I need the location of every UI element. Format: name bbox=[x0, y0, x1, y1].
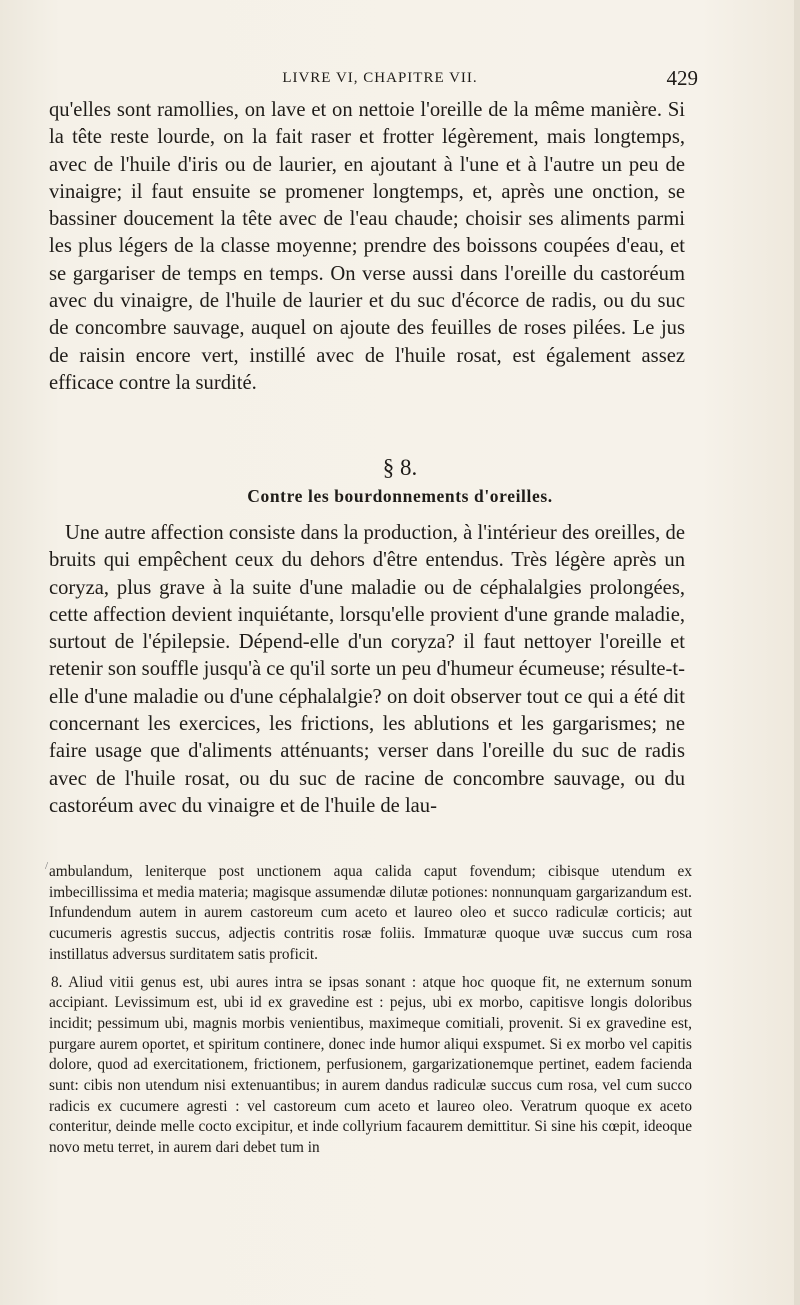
page-edge bbox=[794, 0, 800, 1305]
paragraph-bourdonnements: Une autre affection consiste dans la production, à l'intérieur des oreilles, de bruits qui empêchent ceux du dehors d'être entendus. Très légère après un coryza, plus grave à la suite d'une maladie ou de céphalalgies prolongées, cette affection devient inquiétante, lorsqu'elle provient d'une grande maladie, surtout de l'épilepsie. Dépend-elle d'un coryza? il faut nettoyer l'oreille et retenir son souffle jusqu'à ce qu'il sorte un peu d'humeur écumeuse; résulte-t-elle d'une maladie ou d'une céphalalgie? on doit observer tout ce qui a été dit concernant les exercices, les frictions, les ablutions et les gargarismes; ne faire usage que d'aliments atténuants; verser dans l'oreille du suc de radis avec de l'huile rosat, ou du suc de racine de concombre sauvage, ou du castoréum avec du vinaigre et de l'huile de lau- bbox=[49, 522, 685, 817]
running-head bbox=[62, 66, 698, 92]
page-number: 429 bbox=[666, 66, 698, 90]
running-title: LIVRE VI, CHAPITRE VII. bbox=[282, 70, 478, 86]
footnote-continuation: ambulandum, leniterque post unctionem aqua calida caput fovendum; cibisque utendum ex imbecillissima et media materia; magisque assumendæ dilutæ potiones: nonnunquam gargarizandum est. Infundendum autem in aurem castoreum cum aceto et laureo oleo et succo radiculæ corticis; aut cucumeris agrestis succus, adjectis contritis rosæ foliis. Immaturæ quoque uvæ succus cum rosa instillatus adversus surditatem satis proficit. bbox=[49, 863, 692, 963]
section-number: § 8. bbox=[382, 455, 418, 480]
footnote-mark: / bbox=[45, 860, 49, 872]
main-text-upper bbox=[49, 97, 685, 397]
paragraph-continuation: qu'elles sont ramollies, on lave et on nettoie l'oreille de la même manière. Si la tête reste lourde, on la fait raser et frotter légèrement, mais longtemps, avec de l'huile d'iris ou de laurier, en ajoutant à l'une et à l'autre un peu de vinaigre; il faut ensuite se promener longtemps, et, après une onction, se bassiner doucement la tête avec de l'eau chaude; choisir ses aliments parmi les plus légers de la classe moyenne; prendre des boissons coupées d'eau, et se gargariser de temps en temps. On verse aussi dans l'oreille du castoréum avec du vinaigre, de l'huile de laurier et du suc d'écorce de radis, ou du suc de concombre sauvage, auquel on ajoute des feuilles de roses pilées. Le jus de raisin encore vert, instillé avec de l'huile rosat, est également assez efficace contre la surdité. bbox=[49, 99, 685, 394]
latin-footnotes bbox=[49, 862, 692, 1159]
main-text-lower bbox=[49, 520, 685, 820]
footnote-8: 8. Aliud vitii genus est, ubi aures intra se ipsas sonant : atque hoc quoque fit, ne externum sonum accipiant. Levissimum est, ubi id ex gravedine est : pejus, ubi ex morbo, capitisve longis doloribus incidit; pessimum ubi, magnis morbis venientibus, maximeque comitiali, provenit. Si ex gravedine est, purgare aurem oportet, et spiritum continere, donec inde humor aliqui exspumet. Si ex morbo vel capitis dolore, quod ad exercitationem, frictionem, perfusionem, gargarizationemque pertinet, eadem facienda sunt: cibis non utendum nisi extenuantibus; in aurem dandus radiculæ succus cum rosa, vel cum succo radicis ex cucumere agresti : vel castoreum cum aceto et laureo oleo. Veratrum quoque ex aceto conteritur, deinde melle cocto excipitur, et inde collyrium facaurem demittitur. Si sine his cœpit, ideoque novo metu terret, in aurem dari debet tum in bbox=[49, 973, 692, 1157]
section-title: Contre les bourdonnements d'oreilles. bbox=[247, 486, 553, 506]
